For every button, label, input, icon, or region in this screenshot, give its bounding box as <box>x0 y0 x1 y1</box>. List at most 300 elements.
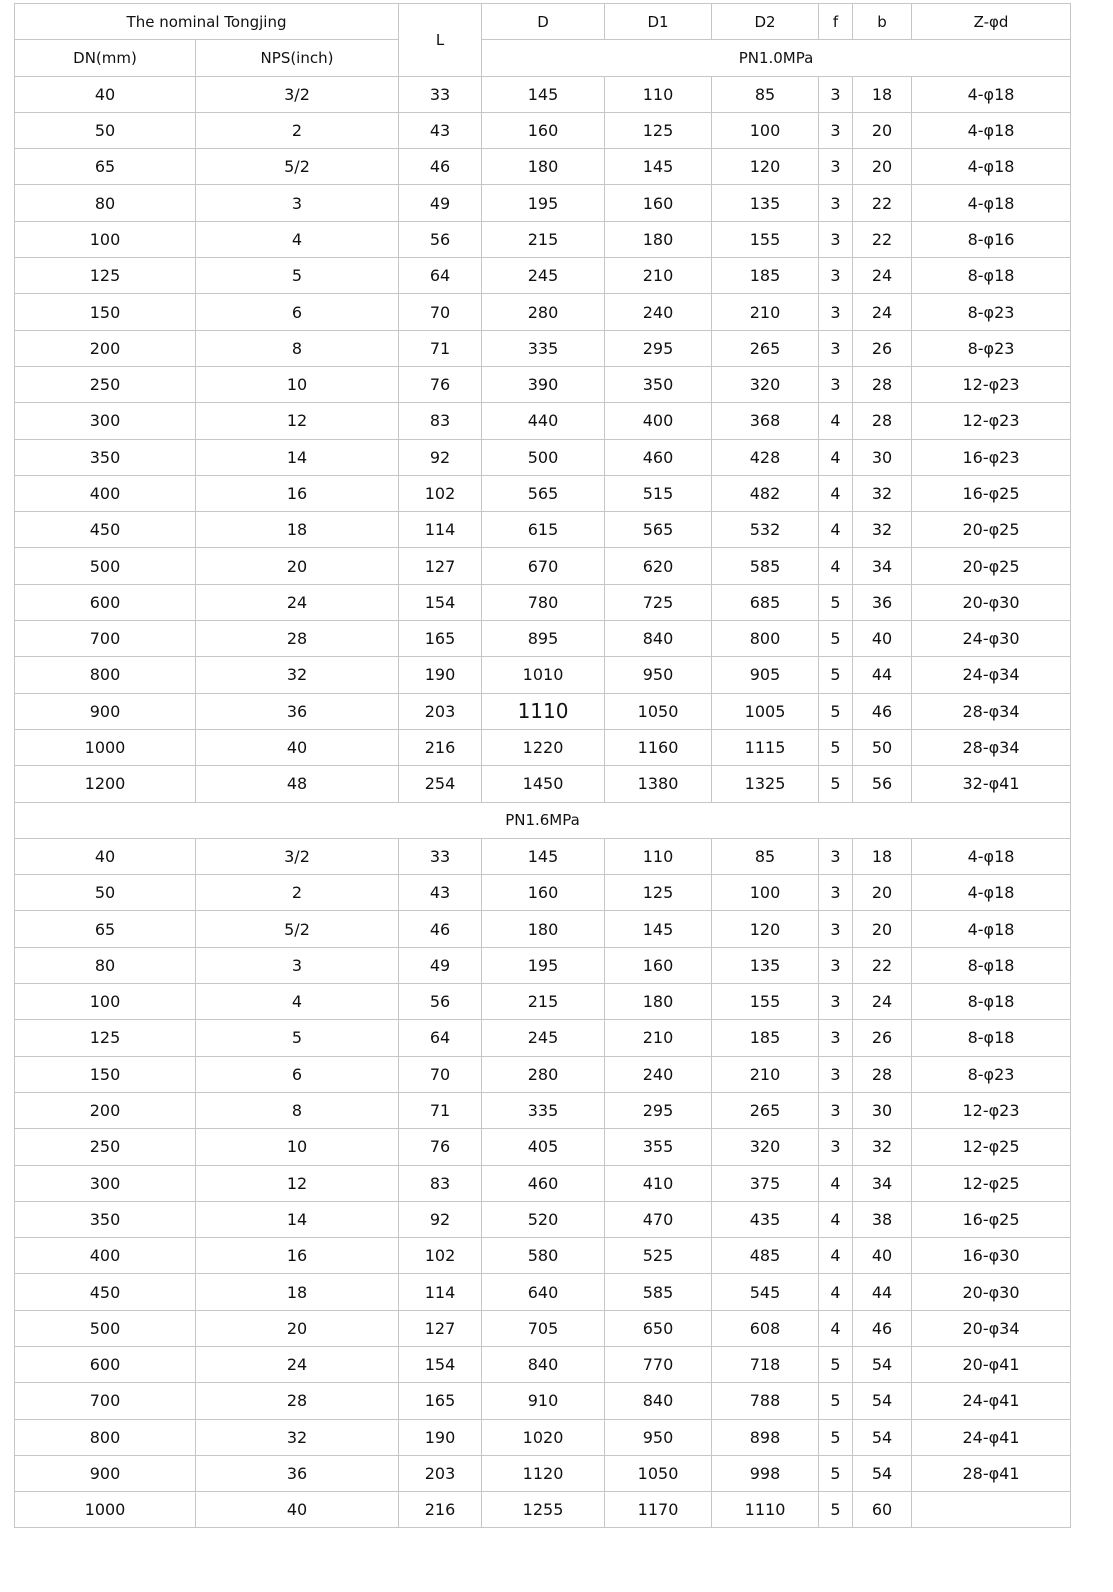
cell-z-phid: 12-φ23 <box>912 366 1071 402</box>
cell-dn: 800 <box>15 657 196 693</box>
table-row <box>15 475 1071 511</box>
cell-z-phid: 4-φ18 <box>912 149 1071 185</box>
header-row-1 <box>15 4 1071 40</box>
cell-b: 22 <box>853 185 912 221</box>
cell-l: 127 <box>399 548 482 584</box>
table-row <box>15 838 1071 874</box>
cell-b: 28 <box>853 403 912 439</box>
cell-d: 195 <box>482 185 605 221</box>
cell-l: 114 <box>399 1274 482 1310</box>
cell-dn: 150 <box>15 294 196 330</box>
cell-d1: 840 <box>605 621 712 657</box>
cell-d: 565 <box>482 475 605 511</box>
cell-d2: 545 <box>712 1274 819 1310</box>
cell-b: 18 <box>853 76 912 112</box>
cell-b: 40 <box>853 1238 912 1274</box>
cell-d2: 435 <box>712 1201 819 1237</box>
cell-z-phid: 20-φ30 <box>912 584 1071 620</box>
cell-dn: 450 <box>15 1274 196 1310</box>
table-row <box>15 1238 1071 1274</box>
cell-d: 280 <box>482 1056 605 1092</box>
cell-f: 5 <box>819 584 853 620</box>
cell-f: 5 <box>819 1492 853 1528</box>
cell-d: 705 <box>482 1310 605 1346</box>
header-d2: D2 <box>712 4 819 40</box>
table-row <box>15 258 1071 294</box>
cell-d2: 1005 <box>712 693 819 729</box>
table-row <box>15 1056 1071 1092</box>
table-row <box>15 221 1071 257</box>
cell-nps: 3 <box>196 185 399 221</box>
cell-z-phid: 8-φ23 <box>912 1056 1071 1092</box>
cell-d: 1220 <box>482 729 605 765</box>
cell-nps: 10 <box>196 366 399 402</box>
cell-dn: 350 <box>15 1201 196 1237</box>
cell-nps: 16 <box>196 475 399 511</box>
table-row <box>15 548 1071 584</box>
cell-d: 520 <box>482 1201 605 1237</box>
cell-d2: 155 <box>712 984 819 1020</box>
cell-nps: 40 <box>196 729 399 765</box>
cell-d2: 135 <box>712 185 819 221</box>
cell-d1: 145 <box>605 911 712 947</box>
cell-d: 405 <box>482 1129 605 1165</box>
cell-d1: 210 <box>605 258 712 294</box>
cell-nps: 36 <box>196 693 399 729</box>
cell-d1: 725 <box>605 584 712 620</box>
cell-d2: 120 <box>712 911 819 947</box>
cell-d: 180 <box>482 149 605 185</box>
cell-nps: 12 <box>196 1165 399 1201</box>
cell-b: 40 <box>853 621 912 657</box>
cell-dn: 80 <box>15 185 196 221</box>
cell-d2: 532 <box>712 512 819 548</box>
cell-d: 910 <box>482 1383 605 1419</box>
cell-b: 36 <box>853 584 912 620</box>
cell-l: 102 <box>399 475 482 511</box>
cell-d: 1010 <box>482 657 605 693</box>
cell-f: 4 <box>819 1201 853 1237</box>
cell-dn: 80 <box>15 947 196 983</box>
cell-d2: 428 <box>712 439 819 475</box>
cell-l: 64 <box>399 258 482 294</box>
cell-f: 4 <box>819 1165 853 1201</box>
cell-z-phid: 20-φ34 <box>912 1310 1071 1346</box>
cell-d2: 155 <box>712 221 819 257</box>
cell-l: 216 <box>399 1492 482 1528</box>
cell-nps: 14 <box>196 1201 399 1237</box>
cell-l: 70 <box>399 294 482 330</box>
cell-d: 390 <box>482 366 605 402</box>
cell-d: 245 <box>482 258 605 294</box>
cell-d1: 240 <box>605 1056 712 1092</box>
cell-d1: 585 <box>605 1274 712 1310</box>
cell-d: 335 <box>482 330 605 366</box>
cell-dn: 50 <box>15 112 196 148</box>
cell-d2: 185 <box>712 258 819 294</box>
cell-d: 580 <box>482 1238 605 1274</box>
cell-d1: 840 <box>605 1383 712 1419</box>
table-row <box>15 1492 1071 1528</box>
cell-d1: 1050 <box>605 693 712 729</box>
cell-b: 50 <box>853 729 912 765</box>
cell-z-phid <box>912 1492 1071 1528</box>
cell-d1: 1160 <box>605 729 712 765</box>
cell-dn: 65 <box>15 149 196 185</box>
cell-b: 56 <box>853 766 912 802</box>
table-row <box>15 1310 1071 1346</box>
cell-d: 1120 <box>482 1455 605 1491</box>
table-row <box>15 403 1071 439</box>
cell-l: 254 <box>399 766 482 802</box>
cell-f: 3 <box>819 911 853 947</box>
cell-f: 5 <box>819 766 853 802</box>
cell-nps: 18 <box>196 1274 399 1310</box>
cell-l: 216 <box>399 729 482 765</box>
cell-d1: 770 <box>605 1346 712 1382</box>
cell-b: 54 <box>853 1455 912 1491</box>
cell-nps: 3/2 <box>196 838 399 874</box>
cell-f: 3 <box>819 330 853 366</box>
cell-f: 3 <box>819 875 853 911</box>
cell-l: 76 <box>399 1129 482 1165</box>
cell-d1: 180 <box>605 221 712 257</box>
table-row <box>15 693 1071 729</box>
cell-d1: 180 <box>605 984 712 1020</box>
cell-d2: 135 <box>712 947 819 983</box>
cell-d1: 950 <box>605 1419 712 1455</box>
cell-d: 780 <box>482 584 605 620</box>
cell-d: 500 <box>482 439 605 475</box>
cell-b: 30 <box>853 439 912 475</box>
cell-d2: 100 <box>712 112 819 148</box>
cell-b: 26 <box>853 1020 912 1056</box>
cell-dn: 300 <box>15 403 196 439</box>
cell-d1: 1170 <box>605 1492 712 1528</box>
cell-nps: 20 <box>196 1310 399 1346</box>
cell-d1: 565 <box>605 512 712 548</box>
cell-b: 20 <box>853 149 912 185</box>
cell-b: 24 <box>853 258 912 294</box>
header-dn: DN(mm) <box>15 40 196 76</box>
cell-f: 3 <box>819 185 853 221</box>
cell-l: 56 <box>399 984 482 1020</box>
cell-z-phid: 16-φ25 <box>912 475 1071 511</box>
cell-b: 32 <box>853 512 912 548</box>
cell-d1: 1050 <box>605 1455 712 1491</box>
cell-dn: 450 <box>15 512 196 548</box>
table-row <box>15 657 1071 693</box>
cell-f: 3 <box>819 1092 853 1128</box>
cell-d: 895 <box>482 621 605 657</box>
cell-d1: 295 <box>605 330 712 366</box>
cell-l: 203 <box>399 1455 482 1491</box>
cell-b: 34 <box>853 1165 912 1201</box>
cell-z-phid: 4-φ18 <box>912 838 1071 874</box>
cell-d2: 185 <box>712 1020 819 1056</box>
cell-d: 615 <box>482 512 605 548</box>
cell-nps: 48 <box>196 766 399 802</box>
cell-b: 46 <box>853 693 912 729</box>
cell-b: 44 <box>853 1274 912 1310</box>
table-row <box>15 621 1071 657</box>
cell-l: 165 <box>399 621 482 657</box>
cell-z-phid: 24-φ34 <box>912 657 1071 693</box>
cell-f: 5 <box>819 1383 853 1419</box>
cell-dn: 40 <box>15 76 196 112</box>
cell-z-phid: 4-φ18 <box>912 911 1071 947</box>
cell-dn: 100 <box>15 984 196 1020</box>
cell-b: 20 <box>853 911 912 947</box>
cell-d2: 210 <box>712 294 819 330</box>
cell-dn: 65 <box>15 911 196 947</box>
cell-b: 32 <box>853 475 912 511</box>
cell-d: 180 <box>482 911 605 947</box>
cell-d: 840 <box>482 1346 605 1382</box>
cell-d2: 265 <box>712 1092 819 1128</box>
cell-b: 28 <box>853 1056 912 1092</box>
cell-d: 215 <box>482 984 605 1020</box>
cell-b: 54 <box>853 1383 912 1419</box>
cell-l: 33 <box>399 838 482 874</box>
cell-f: 3 <box>819 112 853 148</box>
cell-l: 43 <box>399 112 482 148</box>
table-row <box>15 439 1071 475</box>
header-row-2 <box>15 40 1071 76</box>
cell-l: 83 <box>399 403 482 439</box>
cell-l: 102 <box>399 1238 482 1274</box>
table-row <box>15 1419 1071 1455</box>
cell-l: 114 <box>399 512 482 548</box>
table-row <box>15 1092 1071 1128</box>
cell-d2: 800 <box>712 621 819 657</box>
cell-dn: 300 <box>15 1165 196 1201</box>
flange-dimension-table <box>14 3 1071 1528</box>
cell-l: 70 <box>399 1056 482 1092</box>
cell-d2: 718 <box>712 1346 819 1382</box>
cell-z-phid: 8-φ23 <box>912 330 1071 366</box>
cell-d2: 485 <box>712 1238 819 1274</box>
cell-z-phid: 24-φ41 <box>912 1419 1071 1455</box>
cell-d2: 585 <box>712 548 819 584</box>
cell-z-phid: 20-φ25 <box>912 548 1071 584</box>
cell-d1: 515 <box>605 475 712 511</box>
table-row <box>15 185 1071 221</box>
cell-d: 160 <box>482 875 605 911</box>
cell-dn: 250 <box>15 1129 196 1165</box>
cell-nps: 4 <box>196 221 399 257</box>
cell-z-phid: 28-φ34 <box>912 729 1071 765</box>
cell-z-phid: 8-φ18 <box>912 258 1071 294</box>
header-d: D <box>482 4 605 40</box>
cell-nps: 5 <box>196 1020 399 1056</box>
cell-z-phid: 32-φ41 <box>912 766 1071 802</box>
cell-f: 3 <box>819 947 853 983</box>
cell-f: 4 <box>819 439 853 475</box>
table-row <box>15 512 1071 548</box>
cell-d2: 898 <box>712 1419 819 1455</box>
section-pressure-label: PN1.6MPa <box>15 802 1071 838</box>
cell-d: 160 <box>482 112 605 148</box>
cell-d2: 608 <box>712 1310 819 1346</box>
cell-l: 56 <box>399 221 482 257</box>
table-row <box>15 947 1071 983</box>
cell-l: 71 <box>399 1092 482 1128</box>
cell-d1: 350 <box>605 366 712 402</box>
cell-dn: 100 <box>15 221 196 257</box>
cell-nps: 24 <box>196 1346 399 1382</box>
cell-d: 195 <box>482 947 605 983</box>
cell-b: 22 <box>853 947 912 983</box>
cell-nps: 40 <box>196 1492 399 1528</box>
cell-d1: 410 <box>605 1165 712 1201</box>
cell-z-phid: 8-φ18 <box>912 1020 1071 1056</box>
cell-f: 3 <box>819 294 853 330</box>
header-nominal-diameter: The nominal Tongjing <box>15 4 399 40</box>
cell-z-phid: 4-φ18 <box>912 112 1071 148</box>
cell-f: 3 <box>819 838 853 874</box>
cell-d2: 85 <box>712 76 819 112</box>
table-row <box>15 1020 1071 1056</box>
cell-dn: 125 <box>15 258 196 294</box>
cell-b: 46 <box>853 1310 912 1346</box>
cell-d2: 375 <box>712 1165 819 1201</box>
cell-l: 71 <box>399 330 482 366</box>
cell-d1: 1380 <box>605 766 712 802</box>
cell-b: 44 <box>853 657 912 693</box>
cell-dn: 700 <box>15 1383 196 1419</box>
cell-nps: 3 <box>196 947 399 983</box>
cell-dn: 50 <box>15 875 196 911</box>
cell-dn: 125 <box>15 1020 196 1056</box>
cell-nps: 2 <box>196 875 399 911</box>
cell-b: 24 <box>853 984 912 1020</box>
cell-d2: 210 <box>712 1056 819 1092</box>
cell-nps: 28 <box>196 1383 399 1419</box>
cell-d2: 905 <box>712 657 819 693</box>
cell-b: 54 <box>853 1419 912 1455</box>
cell-f: 3 <box>819 1129 853 1165</box>
cell-l: 92 <box>399 439 482 475</box>
cell-f: 5 <box>819 729 853 765</box>
cell-dn: 500 <box>15 548 196 584</box>
table-row <box>15 1201 1071 1237</box>
cell-l: 165 <box>399 1383 482 1419</box>
cell-f: 4 <box>819 1310 853 1346</box>
cell-dn: 600 <box>15 1346 196 1382</box>
cell-d2: 265 <box>712 330 819 366</box>
cell-f: 4 <box>819 475 853 511</box>
cell-f: 5 <box>819 693 853 729</box>
cell-dn: 1200 <box>15 766 196 802</box>
table-row <box>15 1129 1071 1165</box>
cell-z-phid: 12-φ23 <box>912 403 1071 439</box>
cell-l: 127 <box>399 1310 482 1346</box>
cell-d1: 110 <box>605 76 712 112</box>
cell-nps: 32 <box>196 657 399 693</box>
cell-f: 5 <box>819 1455 853 1491</box>
cell-b: 24 <box>853 294 912 330</box>
cell-f: 3 <box>819 76 853 112</box>
cell-nps: 6 <box>196 294 399 330</box>
cell-d1: 125 <box>605 875 712 911</box>
cell-b: 20 <box>853 112 912 148</box>
cell-d: 245 <box>482 1020 605 1056</box>
cell-z-phid: 4-φ18 <box>912 875 1071 911</box>
cell-d1: 160 <box>605 947 712 983</box>
table-row <box>15 1165 1071 1201</box>
cell-d1: 650 <box>605 1310 712 1346</box>
header-z-phid: Z-φd <box>912 4 1071 40</box>
cell-b: 54 <box>853 1346 912 1382</box>
cell-dn: 500 <box>15 1310 196 1346</box>
cell-d2: 788 <box>712 1383 819 1419</box>
cell-d1: 950 <box>605 657 712 693</box>
cell-l: 83 <box>399 1165 482 1201</box>
cell-d1: 470 <box>605 1201 712 1237</box>
cell-dn: 200 <box>15 1092 196 1128</box>
table-row <box>15 76 1071 112</box>
cell-d: 145 <box>482 76 605 112</box>
cell-l: 190 <box>399 1419 482 1455</box>
header-nps: NPS(inch) <box>196 40 399 76</box>
cell-nps: 20 <box>196 548 399 584</box>
cell-f: 3 <box>819 1020 853 1056</box>
cell-f: 5 <box>819 657 853 693</box>
cell-nps: 14 <box>196 439 399 475</box>
table-row <box>15 911 1071 947</box>
cell-f: 4 <box>819 403 853 439</box>
cell-dn: 40 <box>15 838 196 874</box>
cell-d: 335 <box>482 1092 605 1128</box>
cell-d2: 320 <box>712 366 819 402</box>
table-row <box>15 1274 1071 1310</box>
cell-d1: 240 <box>605 294 712 330</box>
cell-f: 3 <box>819 258 853 294</box>
section-pressure-label: PN1.0MPa <box>482 40 1071 76</box>
cell-dn: 150 <box>15 1056 196 1092</box>
cell-z-phid: 28-φ34 <box>912 693 1071 729</box>
cell-l: 49 <box>399 947 482 983</box>
cell-d2: 685 <box>712 584 819 620</box>
table-row <box>15 330 1071 366</box>
cell-dn: 400 <box>15 1238 196 1274</box>
cell-dn: 350 <box>15 439 196 475</box>
table-row <box>15 766 1071 802</box>
cell-d: 640 <box>482 1274 605 1310</box>
cell-d1: 400 <box>605 403 712 439</box>
cell-z-phid: 24-φ41 <box>912 1383 1071 1419</box>
cell-f: 3 <box>819 149 853 185</box>
cell-z-phid: 8-φ23 <box>912 294 1071 330</box>
cell-d1: 125 <box>605 112 712 148</box>
cell-f: 4 <box>819 1238 853 1274</box>
cell-b: 20 <box>853 875 912 911</box>
cell-l: 64 <box>399 1020 482 1056</box>
cell-b: 30 <box>853 1092 912 1128</box>
cell-f: 5 <box>819 621 853 657</box>
cell-d1: 145 <box>605 149 712 185</box>
cell-l: 33 <box>399 76 482 112</box>
cell-f: 3 <box>819 366 853 402</box>
cell-nps: 12 <box>196 403 399 439</box>
cell-d1: 355 <box>605 1129 712 1165</box>
cell-nps: 5/2 <box>196 149 399 185</box>
cell-d1: 160 <box>605 185 712 221</box>
cell-dn: 800 <box>15 1419 196 1455</box>
cell-dn: 600 <box>15 584 196 620</box>
cell-nps: 28 <box>196 621 399 657</box>
